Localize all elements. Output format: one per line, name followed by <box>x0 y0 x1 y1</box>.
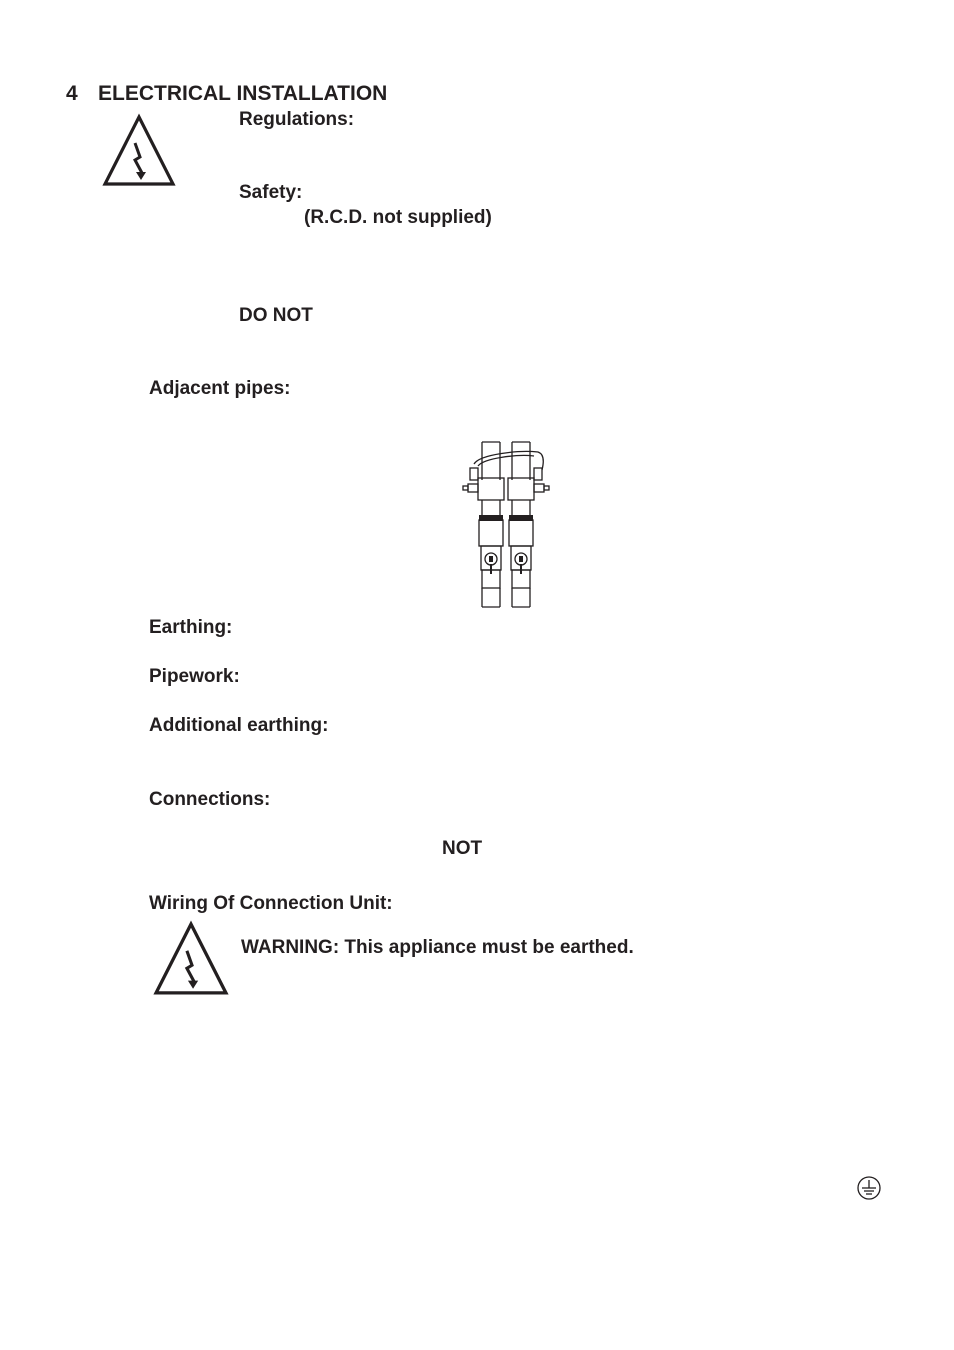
earth-symbol-icon <box>856 1175 882 1201</box>
warning-text: WARNING: This appliance must be earthed. <box>241 937 634 958</box>
section-number: 4 <box>66 82 78 105</box>
section-title: ELECTRICAL INSTALLATION <box>98 82 388 105</box>
electrical-hazard-icon <box>102 113 176 187</box>
rcd-note: (R.C.D. not supplied) <box>304 207 492 228</box>
electrical-hazard-icon <box>153 920 229 996</box>
do-not-text: DO NOT <box>239 305 313 326</box>
not-text: NOT <box>442 838 483 859</box>
pipework-label: Pipework: <box>149 666 240 687</box>
adjacent-pipes-label: Adjacent pipes: <box>149 378 291 399</box>
earthing-label: Earthing: <box>149 617 233 638</box>
pipe-clamp-diagram <box>460 440 552 610</box>
additional-earthing-label: Additional earthing: <box>149 715 329 736</box>
safety-label: Safety: <box>239 182 303 203</box>
connections-label: Connections: <box>149 789 271 810</box>
wiring-label: Wiring Of Connection Unit: <box>149 893 393 914</box>
regulations-label: Regulations: <box>239 109 355 130</box>
